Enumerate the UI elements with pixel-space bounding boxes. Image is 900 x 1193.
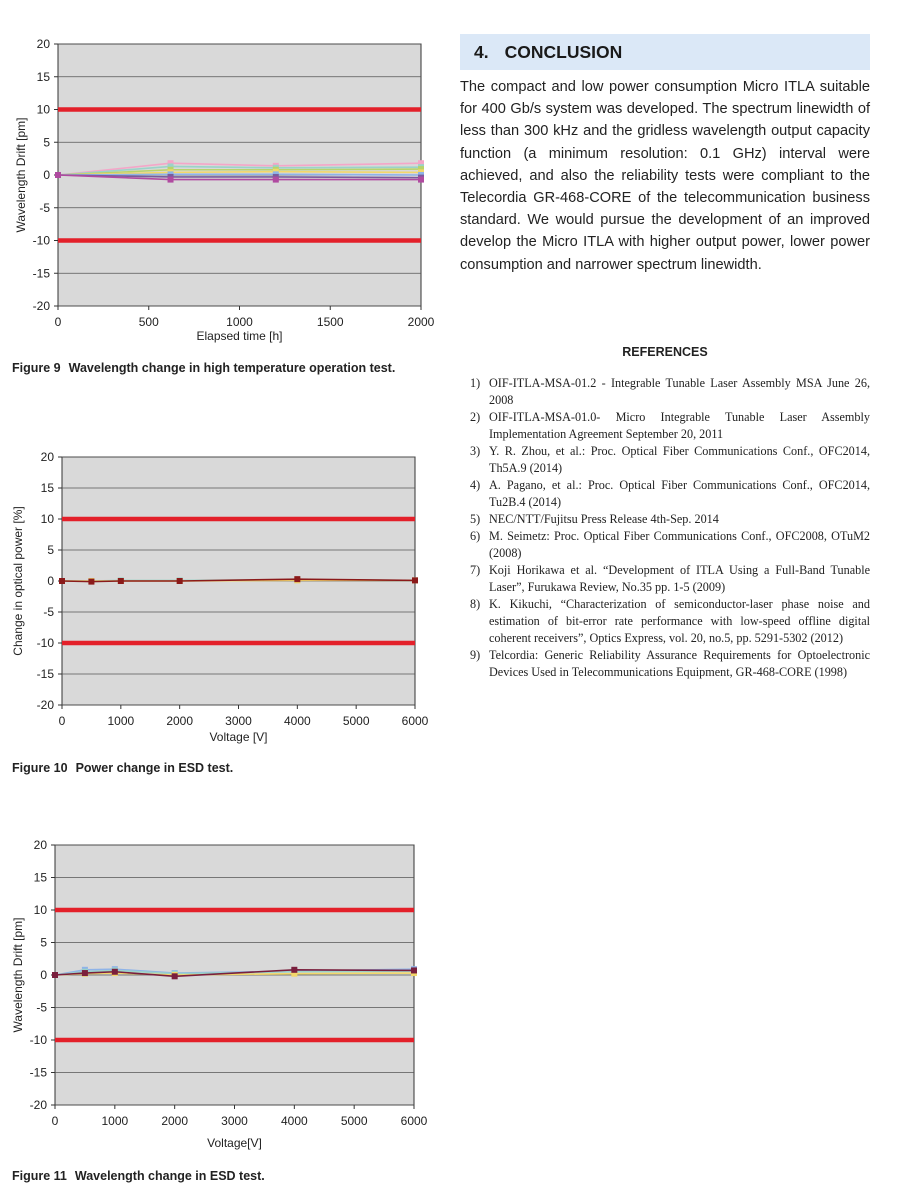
reference-item: [470, 477, 870, 511]
reference-text: Koji Horikawa et al. “Development of ITLA Using a Full-Band Tunable Laser”, Furukawa Review, No.35 pp. 1-5 (2009): [489, 563, 870, 594]
y-tick-label: -5: [43, 605, 54, 619]
y-tick-label: 20: [40, 450, 54, 464]
reference-text: NEC/NTT/Fujitsu Press Release 4th-Sep. 2014: [489, 512, 719, 526]
reference-text: Y. R. Zhou, et al.: Proc. Optical Fiber Communications Conf., OFC2014, Th5A.9 (2014): [489, 444, 870, 475]
references-list: [470, 375, 870, 681]
y-tick-label: -20: [36, 698, 54, 712]
reference-item: [470, 596, 870, 647]
figure-11-chart: [0, 0, 450, 1160]
x-tick-label: 2000: [166, 714, 194, 728]
references-heading: REFERENCES: [622, 345, 708, 359]
x-tick-label: 5000: [342, 714, 370, 728]
x-tick-label: 6000: [400, 1114, 428, 1128]
y-tick-label: -10: [32, 233, 50, 248]
x-tick-label: 0: [58, 714, 66, 728]
reference-number: 3): [470, 444, 481, 458]
y-tick-label: 20: [36, 37, 50, 51]
reference-number: 7): [470, 563, 481, 577]
data-point: [82, 970, 88, 976]
y-tick-label: 5: [40, 935, 47, 950]
reference-number: 2): [470, 410, 481, 424]
x-axis-label: Elapsed time [h]: [196, 329, 283, 343]
reference-text: A. Pagano, et al.: Proc. Optical Fiber Communications Conf., OFC2014, Tu2B.4 (2014): [489, 478, 870, 509]
figure-11-caption: [12, 1169, 265, 1183]
x-tick-label: 4000: [280, 1114, 308, 1128]
data-point: [411, 967, 417, 973]
data-point: [172, 973, 178, 979]
reference-text: K. Kikuchi, “Characterization of semiconductor-laser phase noise and estimation of bit-error rate performance with low-speed offline digital coherent receivers”, Optics Express, vol. 20, no.5, pp. 5291-5302 (2012): [489, 597, 870, 645]
reference-item: [470, 528, 870, 562]
reference-number: 8): [470, 597, 481, 611]
data-point: [291, 967, 297, 973]
reference-text: M. Seimetz: Proc. Optical Fiber Communications Conf., OFC2008, OTuM2 (2008): [489, 529, 870, 560]
y-tick-label: 5: [47, 543, 54, 557]
y-tick-label: 0: [47, 574, 54, 588]
y-tick-label: 20: [33, 838, 47, 852]
x-tick-label: 1000: [107, 714, 135, 728]
x-tick-label: 3000: [225, 714, 252, 728]
reference-item: [470, 562, 870, 596]
x-tick-label: 2000: [407, 315, 435, 329]
x-tick-label: 4000: [283, 714, 311, 728]
x-tick-label: 1500: [316, 315, 344, 329]
y-tick-label: -5: [39, 200, 50, 215]
conclusion-paragraph: The compact and low power consumption Micro ITLA suitable for 400 Gb/s system was developed. The spectrum linewidth of less than 300 kHz and the gridless wavelength output capacity function (a minimum resolution: 0.1 GHz) interval were achieved, and also the reliability tests were compliant to the Telecordia GR-468-CORE of the telecommunication business standard. We would pursue the development of an improved develop the Micro ITLA with higher output power, lower power consumption and narrower spectrum linewidth.: [460, 79, 870, 273]
figure-11-caption-text: Wavelength change in ESD test.: [74, 1169, 265, 1183]
reference-item: [470, 443, 870, 477]
x-axis-label: Voltage [V]: [209, 730, 268, 744]
y-tick-label: 15: [40, 481, 54, 495]
section-number: 4.: [474, 42, 489, 62]
reference-item: [470, 375, 870, 409]
y-tick-label: -15: [32, 266, 50, 281]
reference-text: OIF-ITLA-MSA-01.2 - Integrable Tunable Laser Assembly MSA June 26, 2008: [489, 376, 870, 407]
figure-10-caption-text: Power change in ESD test.: [75, 761, 234, 775]
y-axis-label: Wavelength Drift [pm]: [14, 117, 28, 233]
figure-9-caption-number: Figure 9: [12, 361, 61, 375]
reference-number: 1): [470, 376, 481, 390]
y-axis-label: Wavelength Drift [pm]: [11, 917, 25, 1033]
y-tick-label: -15: [36, 667, 54, 681]
y-tick-label: 0: [40, 968, 47, 982]
y-tick-label: 5: [43, 135, 50, 150]
y-tick-label: 10: [40, 512, 54, 526]
y-tick-label: -10: [29, 1033, 47, 1047]
reference-item: [470, 647, 870, 681]
y-tick-label: 15: [33, 870, 47, 885]
x-axis-label: Voltage[V]: [207, 1136, 262, 1150]
data-point: [52, 972, 58, 978]
reference-item: [470, 511, 870, 528]
y-tick-label: -10: [36, 636, 54, 650]
x-tick-label: 5000: [340, 1114, 368, 1128]
y-tick-label: -20: [32, 299, 50, 313]
y-tick-label: 0: [43, 168, 50, 182]
section-heading: [460, 34, 870, 70]
x-tick-label: 1000: [101, 1114, 129, 1128]
y-axis-label: Change in optical power [%]: [11, 506, 25, 656]
reference-number: 4): [470, 478, 481, 492]
reference-number: 5): [470, 512, 481, 526]
x-tick-label: 0: [54, 315, 62, 329]
y-tick-label: 10: [36, 102, 50, 117]
x-tick-label: 3000: [221, 1114, 248, 1128]
reference-number: 6): [470, 529, 481, 543]
section-title: CONCLUSION: [504, 42, 623, 62]
y-tick-label: 10: [33, 903, 47, 917]
x-tick-label: 6000: [401, 714, 429, 728]
data-point: [112, 969, 118, 975]
x-tick-label: 2000: [161, 1114, 189, 1128]
reference-item: [470, 409, 870, 443]
figure-11-caption-number: Figure 11: [12, 1169, 67, 1183]
reference-number: 9): [470, 648, 481, 662]
y-tick-label: -20: [29, 1098, 47, 1112]
y-tick-label: -15: [29, 1065, 47, 1080]
x-tick-label: 500: [138, 315, 159, 329]
figure-10-caption-number: Figure 10: [12, 761, 68, 775]
x-tick-label: 0: [51, 1114, 59, 1128]
reference-text: Telcordia: Generic Reliability Assurance Requirements for Optoelectronic Devices Used in Telecommunications Equipment, GR-468-CORE (1998): [489, 648, 870, 679]
x-tick-label: 1000: [226, 315, 253, 329]
figure-9-caption-text: Wavelength change in high temperature operation test.: [68, 361, 396, 375]
y-tick-label: 15: [36, 69, 50, 84]
y-tick-label: -5: [36, 1000, 47, 1015]
reference-text: OIF-ITLA-MSA-01.0- Micro Integrable Tunable Laser Assembly Implementation Agreement September 20, 2011: [489, 410, 870, 441]
